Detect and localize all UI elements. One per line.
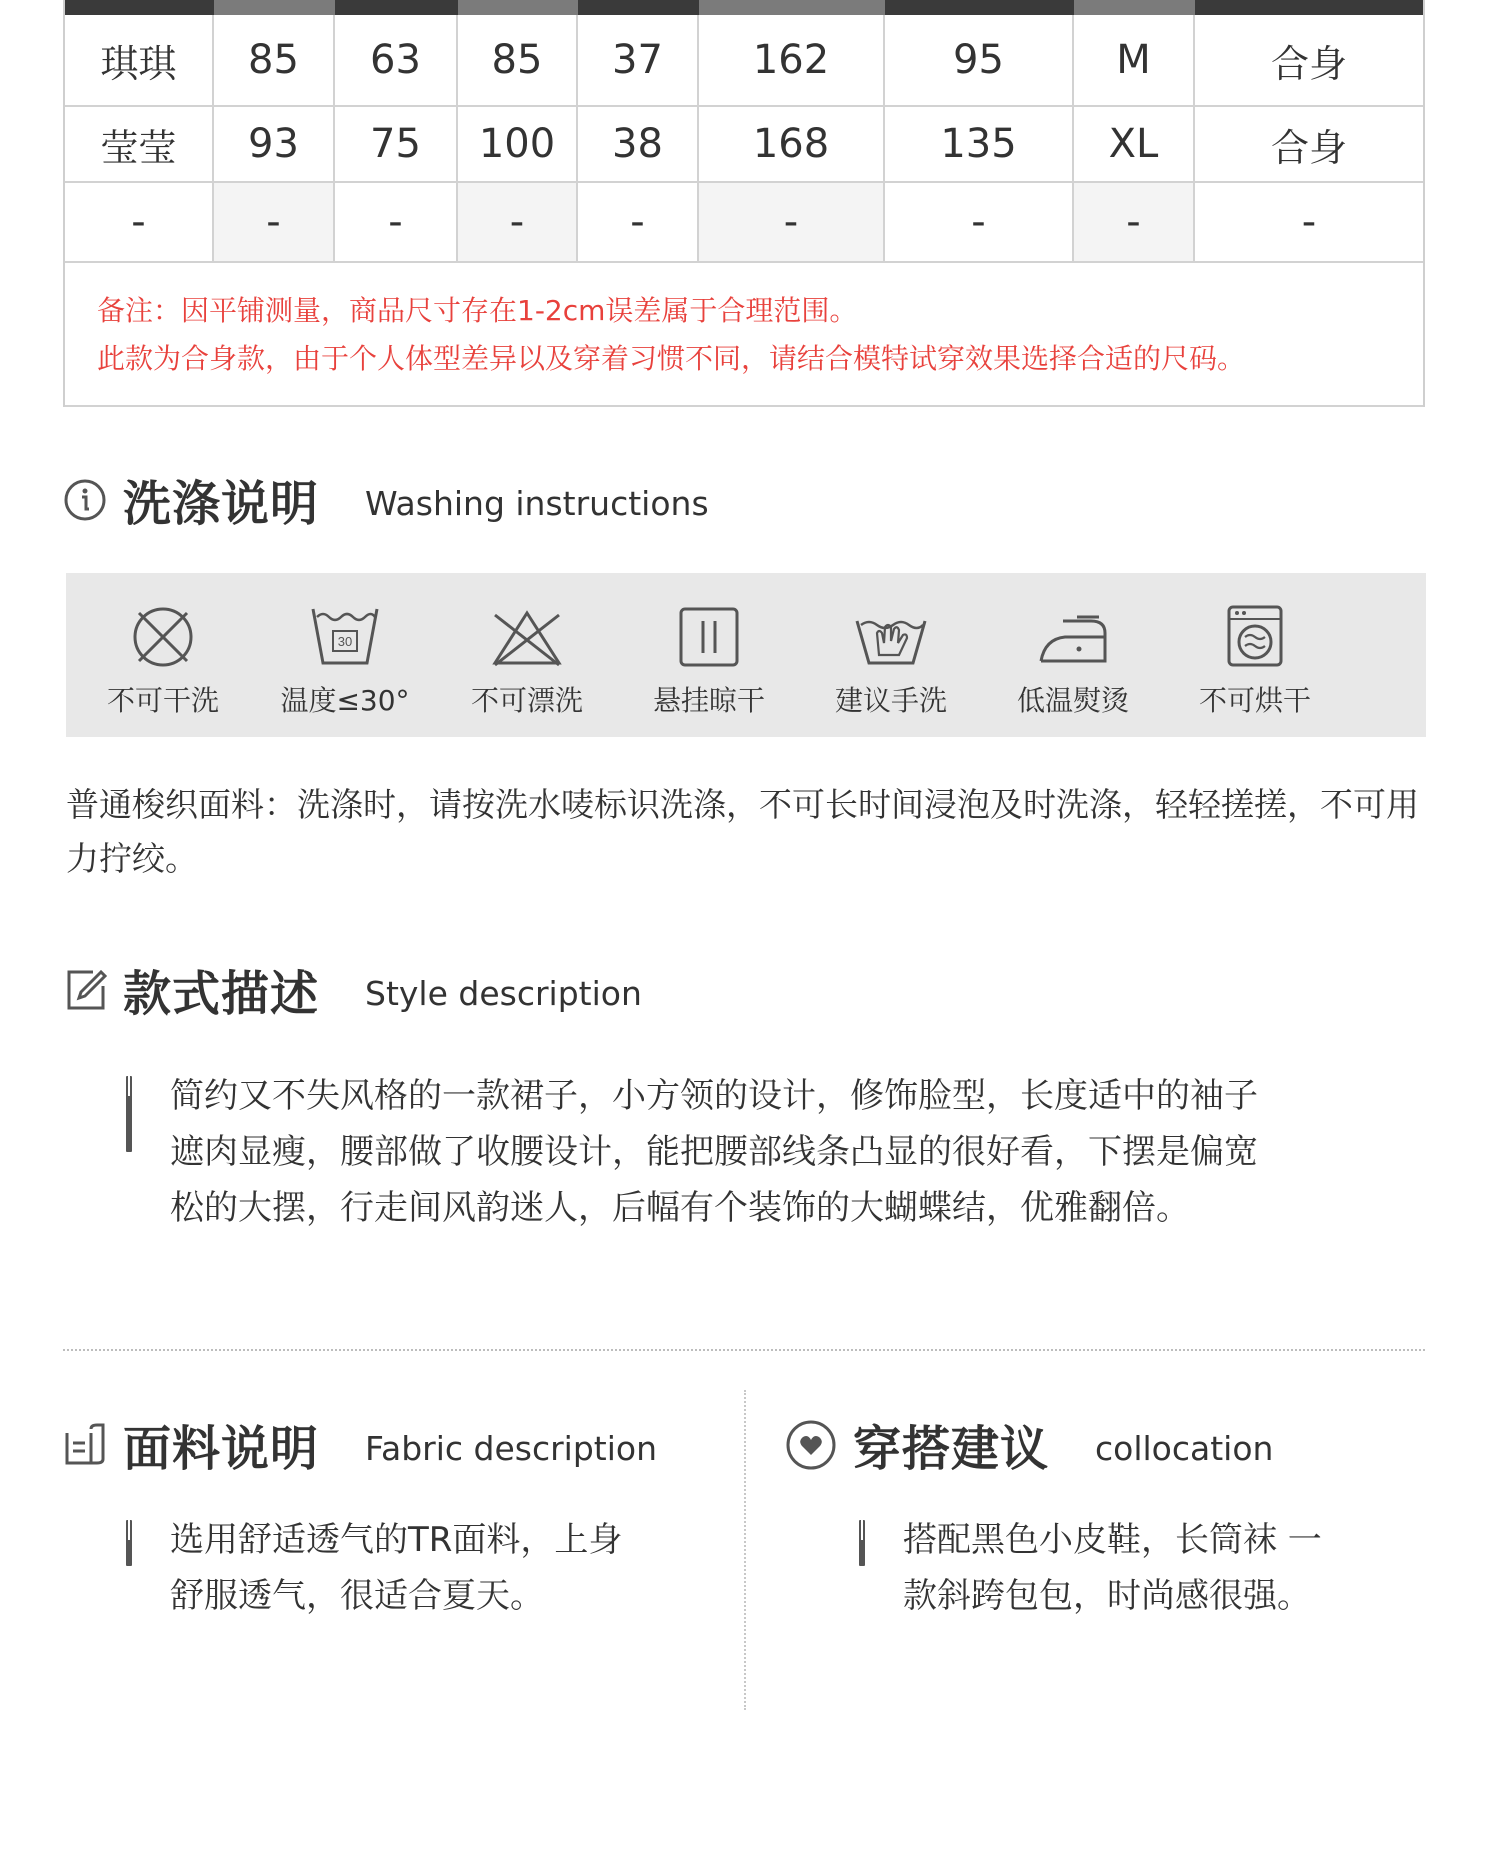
- header-swatch: [885, 0, 1074, 15]
- table-header-strip: [65, 0, 1423, 15]
- wash-label: 低温熨烫: [1016, 684, 1129, 717]
- info-circle-icon: [63, 478, 107, 522]
- collocation-line: 搭配黑色小皮鞋，长筒袜 一: [903, 1520, 1322, 1560]
- no-tumble-dry-icon: [1215, 603, 1295, 673]
- table-cell: XL: [1074, 107, 1195, 181]
- table-cell: 85: [214, 15, 335, 105]
- quote-bar: [126, 1520, 132, 1566]
- section-subtitle: Fabric description: [365, 1429, 657, 1468]
- fabric-tag-icon: [63, 1423, 107, 1467]
- header-swatch: [458, 0, 578, 15]
- wash-label: 不可干洗: [106, 684, 219, 717]
- section-subtitle: Washing instructions: [365, 484, 709, 523]
- collocation-line: 款斜跨包包，时尚感很强。: [903, 1576, 1311, 1616]
- table-cell: 95: [885, 15, 1074, 105]
- table-cell: 37: [578, 15, 699, 105]
- washing-header: [63, 465, 709, 534]
- section-subtitle: Style description: [365, 974, 642, 1013]
- edit-icon: [63, 968, 107, 1012]
- style-line: 松的大摆，行走间风韵迷人，后幅有个装饰的大蝴蝶结，优雅翻倍。: [170, 1188, 1190, 1228]
- column-divider: [744, 1390, 746, 1710]
- wash-item: [982, 573, 1164, 737]
- table-cell: 38: [578, 107, 699, 181]
- table-cell: M: [1074, 15, 1195, 105]
- no-dry-clean-icon: [123, 603, 203, 673]
- table-row: [65, 107, 1423, 183]
- wash-30-icon: [305, 603, 385, 673]
- wash-item: [436, 573, 618, 737]
- header-swatch: [214, 0, 335, 15]
- wash-item: [618, 573, 800, 737]
- table-cell: 合身: [1270, 125, 1347, 170]
- collocation-description: [859, 1512, 1419, 1642]
- wash-item: [72, 573, 254, 737]
- style-header: [63, 955, 642, 1024]
- wash-label: 不可漂洗: [470, 684, 583, 717]
- section-title: 面料说明: [123, 1421, 320, 1477]
- header-swatch: [578, 0, 699, 15]
- style-line: 简约又不失风格的一款裙子，小方领的设计，修饰脸型，长度适中的袖子: [170, 1076, 1258, 1116]
- hang-dry-icon: [669, 603, 749, 673]
- table-cell: 135: [885, 107, 1074, 181]
- table-cell: -: [458, 183, 578, 261]
- table-cell: 75: [335, 107, 458, 181]
- fabric-line: 舒服透气，很适合夏天。: [170, 1576, 544, 1616]
- low-iron-icon: [1033, 603, 1113, 673]
- fabric-description: [126, 1512, 686, 1642]
- table-cell: 168: [699, 107, 885, 181]
- table-row: [65, 183, 1423, 263]
- section-title: 洗涤说明: [123, 476, 320, 532]
- quote-bar: [126, 1076, 132, 1152]
- header-swatch: [65, 0, 214, 15]
- table-cell: 162: [699, 15, 885, 105]
- style-description: [126, 1068, 1376, 1248]
- size-note: [65, 263, 1423, 407]
- table-cell: 85: [458, 15, 578, 105]
- table-row: [65, 15, 1423, 107]
- collocation-header: [785, 1410, 1273, 1479]
- wash-label: 不可烘干: [1198, 684, 1311, 717]
- fabric-line: 选用舒适透气的TR面料，上身: [170, 1520, 623, 1560]
- table-cell: 100: [458, 107, 578, 181]
- washing-text: 普通梭织面料：洗涤时，请按洗水唛标识洗涤，不可长时间浸泡及时洗涤，轻轻搓搓，不可用力拧绞。: [66, 785, 1419, 878]
- table-cell: -: [335, 183, 458, 261]
- table-cell: -: [1074, 183, 1195, 261]
- temp-label: 30: [337, 634, 353, 649]
- wash-label: 温度≤30°: [280, 684, 410, 717]
- header-swatch: [335, 0, 458, 15]
- section-divider: [63, 1349, 1425, 1351]
- table-cell: -: [885, 183, 1074, 261]
- table-cell: -: [578, 183, 699, 261]
- section-title: 穿搭建议: [853, 1421, 1050, 1477]
- wash-item: [800, 573, 982, 737]
- wash-item: [1164, 573, 1346, 737]
- section-subtitle: collocation: [1095, 1429, 1274, 1468]
- table-cell: 合身: [1270, 41, 1347, 86]
- note-line: 备注：因平铺测量，商品尺寸存在1-2cm误差属于合理范围。: [97, 294, 858, 327]
- wash-label: 建议手洗: [834, 684, 947, 717]
- size-table: [63, 0, 1425, 407]
- table-cell: -: [699, 183, 885, 261]
- no-bleach-icon: [487, 603, 567, 673]
- style-line: 遮肉显瘦，腰部做了收腰设计，能把腰部线条凸显的很好看，下摆是偏宽: [170, 1132, 1258, 1172]
- fabric-header: [63, 1410, 657, 1479]
- table-cell: 莹莹: [65, 107, 214, 181]
- quote-bar: [859, 1520, 865, 1566]
- section-title: 款式描述: [123, 966, 320, 1022]
- wash-label: 悬挂晾干: [652, 684, 765, 717]
- wash-icons-bar: [66, 573, 1426, 737]
- table-cell: 93: [214, 107, 335, 181]
- table-cell: 63: [335, 15, 458, 105]
- table-cell: -: [1301, 199, 1317, 245]
- header-swatch: [1074, 0, 1195, 15]
- header-swatch: [1195, 0, 1423, 15]
- table-cell: 琪琪: [65, 15, 214, 105]
- table-cell: -: [214, 183, 335, 261]
- wash-item: [254, 573, 436, 737]
- hand-wash-icon: [851, 603, 931, 673]
- heart-circle-icon: [785, 1419, 837, 1471]
- table-cell: -: [65, 183, 214, 261]
- note-line: 此款为合身款，由于个人体型差异以及穿着习惯不同，请结合模特试穿效果选择合适的尺码。: [97, 342, 1246, 375]
- header-swatch: [699, 0, 885, 15]
